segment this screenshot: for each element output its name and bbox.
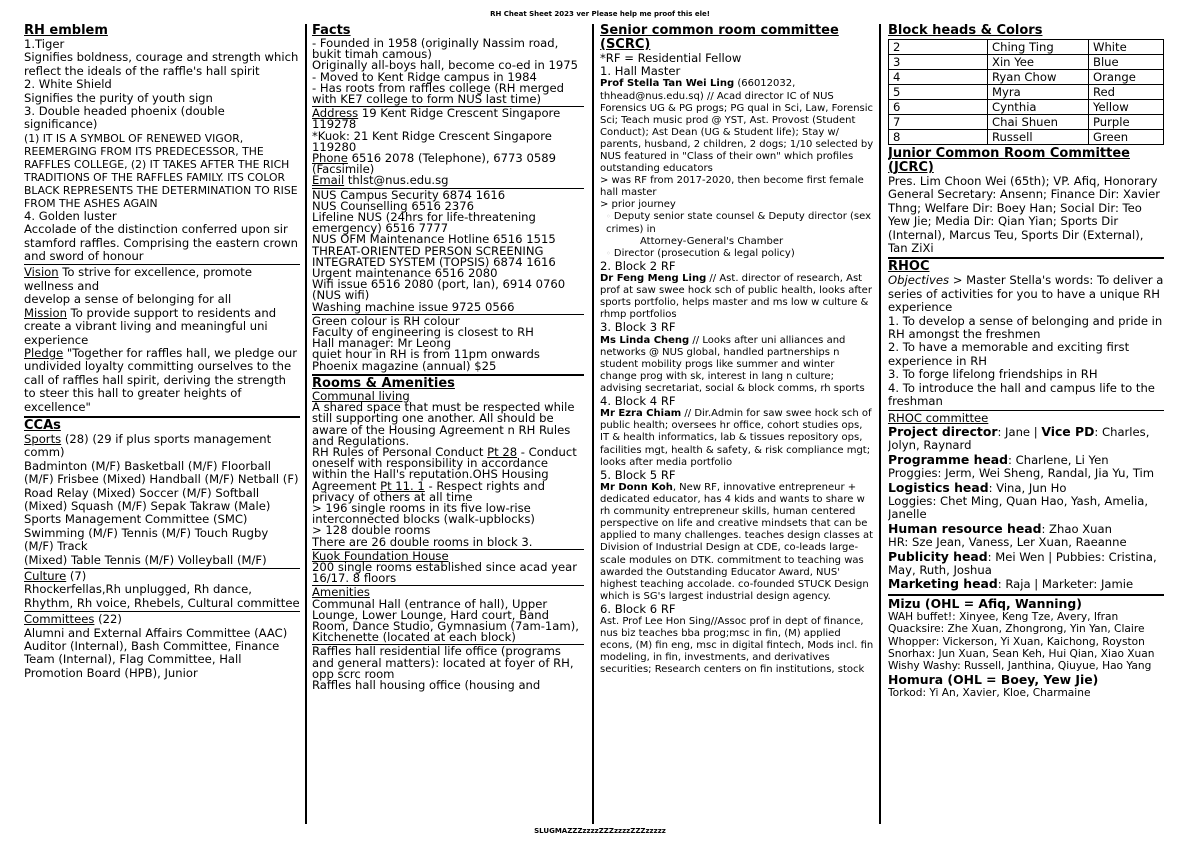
bullet-icon: ◦ bbox=[606, 212, 611, 222]
phone-text bbox=[312, 153, 584, 175]
culture-text bbox=[24, 570, 300, 583]
contact-line: Lifeline NUS (24hrs for life-threatening emergency) 6516 7777 bbox=[312, 210, 536, 236]
objectives-text bbox=[888, 274, 1164, 314]
rhoc-committee-heading: RHOC committee bbox=[888, 410, 989, 425]
block-row bbox=[889, 55, 1164, 70]
pub-label: Publicity head bbox=[888, 548, 988, 564]
ccas-heading: CCAs bbox=[24, 417, 61, 433]
block-number-cell: 5 bbox=[889, 85, 988, 100]
pledge-text bbox=[24, 347, 300, 414]
misc-line: Green colour is RH colour bbox=[312, 313, 460, 328]
sports-list: Badminton (M/F) Basketball (M/F) Floorball (M/F) Frisbee (Mixed) Handball (M/F) Netball (F) Road Relay (Mixed) Soccer (M/F) Softball (Mixed) Squash (M/F) Sepak Takraw (Male) Sports Management Committee (SMC) Swimming (M/F) Tennis (M/F) Touch Rugby (M/F) Track bbox=[24, 458, 299, 554]
mkt-body: : Raja | Marketer: Jamie bbox=[997, 577, 1134, 592]
committees-text bbox=[24, 613, 300, 626]
kuok-heading: Kuok Foundation House bbox=[312, 548, 449, 563]
prog-label: Programme head bbox=[888, 451, 1009, 467]
column-divider bbox=[879, 24, 881, 824]
block-number-cell: 3 bbox=[889, 55, 988, 70]
vpd-label: Vice PD bbox=[1041, 423, 1095, 439]
block-row bbox=[889, 130, 1164, 145]
kuok-info: 200 single rooms established since acad year 16/17. 8 floors bbox=[312, 559, 578, 586]
culture-list: Rhockerfellas,Rh unplugged, Rh dance, Rhythm, Rh voice, Rhebels, Cultural committee bbox=[24, 582, 300, 610]
emblem-line: Accolade of the distinction conferred upon sir stamford raffles. Comprising the eastern crown bbox=[24, 222, 298, 250]
pledge-body: "Together for raffles hall, we pledge our undivided loyalty committing ourselves to the call of raffles hall spirit, deriving the strength to steer this hall to greater heights of excellence" bbox=[24, 345, 297, 414]
block-number-cell: 6 bbox=[889, 100, 988, 115]
mkt-text bbox=[888, 577, 1164, 591]
block6-label: 6. Block 6 RF bbox=[600, 601, 676, 616]
prior-item-text: Director (prosecution & legal policy) bbox=[613, 247, 795, 259]
objectives-body: > Master Stella's words: To deliver a series of activities for you to have a unique RH experience bbox=[888, 273, 1164, 315]
block4-label: 4. Block 4 RF bbox=[600, 394, 676, 409]
mission-body: To provide support to residents and create a vibrant living and meaningful uni experience bbox=[24, 305, 277, 347]
rooms-heading: Rooms & Amenities bbox=[312, 375, 455, 391]
address-label: Address bbox=[312, 106, 359, 121]
donn-name: Mr Donn Koh bbox=[600, 481, 673, 493]
donn-bio bbox=[600, 482, 874, 603]
committees-count: (22) bbox=[94, 612, 122, 627]
footer: SLUGMAZZZzzzzZZZzzzzZZZzzzzz bbox=[534, 827, 666, 835]
block-head-cell: Ryan Chow bbox=[988, 70, 1089, 85]
contact-line: NUS Counselling 6516 2376 bbox=[312, 198, 475, 213]
block-number-cell: 7 bbox=[889, 115, 988, 130]
vpd-body: : Charles, Jolyn, Raynard bbox=[888, 424, 1150, 453]
block-row bbox=[889, 115, 1164, 130]
block-number-cell: 8 bbox=[889, 130, 988, 145]
objective-line: 4. To introduce the hall and campus life to the freshman bbox=[888, 380, 1155, 409]
divider bbox=[888, 257, 1164, 259]
room-line: There are 26 double rooms in block 3. bbox=[312, 534, 533, 549]
divider bbox=[24, 416, 300, 418]
prior-item bbox=[600, 248, 874, 260]
block-heads-heading: Block heads & Colors bbox=[888, 24, 1043, 38]
block-color-cell: White bbox=[1089, 40, 1164, 55]
misc-line: Faculty of engineering is closest to RH bbox=[312, 325, 534, 340]
mizu-group: Quacksire: Zhe Xuan, Zhongrong, Yin Yan, Claire bbox=[888, 623, 1145, 636]
misc-line: Hall manager: Mr Leong bbox=[312, 336, 452, 351]
block-color-cell: Green bbox=[1089, 130, 1164, 145]
hall-master-label: 1. Hall Master bbox=[600, 64, 681, 79]
fact-line: Originally all-boys hall, become co-ed in 1975 bbox=[312, 58, 579, 73]
block-head-cell: Myra bbox=[988, 85, 1089, 100]
block-color-cell: Blue bbox=[1089, 55, 1164, 70]
conduct-part: - Conduct oneself with responsibility in accordance within the Hall's reputation.OHS Housing Agreement bbox=[312, 444, 577, 493]
ezra-text: // Dir.Admin for saw swee hock sch of public health; oversees hr office, cohort studies ops, IT & health informatics, lab & tissues repository ops, facilities mgt, health & safety, & risk compliance mgt; looks after media portfolio bbox=[600, 408, 872, 468]
email-label: Email bbox=[312, 173, 345, 188]
stella-name: Prof Stella Tan Wei Ling bbox=[600, 78, 735, 90]
facts-heading: Facts bbox=[312, 24, 351, 38]
feng-name: Dr Feng Meng Ling bbox=[600, 273, 707, 285]
contact-line: Washing machine issue 9725 0566 bbox=[312, 299, 515, 314]
page-title: RH Cheat Sheet 2023 ver Please help me proof this ele! bbox=[490, 10, 710, 18]
mizu-group: Whopper: Vickerson, Yi Xuan, Kaichong, Royston bbox=[888, 635, 1145, 648]
objective-line: 2. To have a memorable and exciting first experience in RH bbox=[888, 340, 1130, 368]
hr-label: Human resource head bbox=[888, 520, 1042, 536]
hr-list: HR: Sze Jean, Vaness, Ler Xuan, Raeanne bbox=[888, 535, 1127, 550]
block-row bbox=[889, 40, 1164, 55]
jcrc-heading: Junior Common Room Committee (JCRC) bbox=[888, 146, 1130, 175]
linda-text: // Looks after uni alliances and networks @ NUS global, handled partnerships n student mobility progs like summer and winter change prog with sk, interest in lang n culture; advising secretariat, social & block comms, rh sports bbox=[600, 334, 865, 394]
culture-label: Culture bbox=[24, 569, 67, 583]
loggies-text: Loggies: Chet Ming, Quan Hao, Yash, Amelia, Janelle bbox=[888, 493, 1148, 522]
column-facts-rooms bbox=[312, 24, 584, 824]
prog-body: : Charlene, Li Yen bbox=[1008, 452, 1109, 467]
committees-label: Committees bbox=[24, 612, 95, 627]
room-line: > 128 double rooms bbox=[312, 523, 431, 538]
column-divider bbox=[305, 24, 307, 824]
sports-text bbox=[24, 433, 300, 460]
jcrc-text: Pres. Lim Choon Wei (65th); VP. Afiq, Honorary General Secretary: Ansenn; Finance Dir: Xavier Thng; Welfare Dir: Boey Han; Social Dir: Teo Yew Jie; Media Dir: Qian Yian; Sports Dir (Internal), Marcus Teu, Sports Dir (External), Tan ZiXi bbox=[888, 174, 1161, 256]
emblem-line: 1.Tiger bbox=[24, 37, 65, 51]
objectives-label: Objectives bbox=[888, 273, 950, 288]
vision-body: To strive for excellence, promote wellness and bbox=[24, 265, 252, 293]
objective-line: 3. To forge lifelong friendships in RH bbox=[888, 367, 1098, 382]
stella-rf: > was RF from 2017-2020, then become first female hall master bbox=[600, 175, 864, 199]
room-line: > 196 single rooms in its five low-rise interconnected blocks (walk-upblocks) bbox=[312, 500, 535, 527]
housing-text: Raffles hall housing office (housing and bbox=[312, 677, 541, 692]
rhoc-heading: RHOC bbox=[888, 259, 930, 275]
vision-label: Vision bbox=[24, 265, 59, 280]
vision-text-2: develop a sense of belonging for all bbox=[24, 292, 232, 307]
log-body: : Vina, Jun Ho bbox=[988, 480, 1067, 495]
mkt-label: Marketing head bbox=[888, 576, 998, 592]
pledge-label: Pledge bbox=[24, 345, 64, 360]
contact-line: NUS OFM Maintenance Hotline 6516 1515 bbox=[312, 232, 556, 247]
block-color-cell: Orange bbox=[1089, 70, 1164, 85]
column-scrc bbox=[600, 24, 874, 824]
office-text: Raffles hall residential life office (programs and general matters): located at foyer of RH, opp scrc room bbox=[312, 644, 574, 681]
emblem-line: Signifies the purity of youth sign bbox=[24, 90, 213, 105]
culture-count: (7) bbox=[66, 569, 87, 583]
sports-list-2: (Mixed) Table Tennis (M/F) Volleyball (M/F) bbox=[24, 552, 267, 567]
log-text bbox=[888, 481, 1164, 495]
block5-label: 5. Block 5 RF bbox=[600, 467, 676, 482]
stella-bio bbox=[600, 78, 874, 175]
block-row bbox=[889, 85, 1164, 100]
contact-line: THREAT-ORIENTED PERSON SCREENING INTEGRATED SYSTEM (TOPSIS) 6874 1616 bbox=[312, 243, 556, 269]
block-row bbox=[889, 100, 1164, 115]
block-color-cell: Red bbox=[1089, 85, 1164, 100]
mission-text bbox=[24, 307, 300, 347]
pd-text bbox=[888, 425, 1164, 453]
conduct-ref: Pt 28 bbox=[487, 444, 518, 459]
objective-line: 1. To develop a sense of belonging and pride in RH amongst the freshmen bbox=[888, 313, 1163, 342]
column-emblem-ccas bbox=[24, 24, 300, 824]
hr-text bbox=[888, 522, 1164, 536]
address-body: 19 Kent Ridge Crescent Singapore 119278 bbox=[312, 106, 561, 132]
feng-text: // Ast. director of research, Ast prof at saw swee hock sch of public health, looks after sports portfolio, helps master and ms low w culture & rhmp portfolios bbox=[600, 273, 872, 321]
committees-list: Alumni and External Affairs Committee (AAC) Auditor (Internal), Bash Committee, Finance Team (Internal), Flag Committee, Hall Promotion Board (HPB), Junior bbox=[24, 625, 288, 680]
misc-line: Phoenix magazine (annual) $25 bbox=[312, 358, 497, 373]
block-number-cell: 4 bbox=[889, 70, 988, 85]
mizu-group: Snorhax: Jun Xuan, Sean Keh, Hui Qian, Xiao Xuan bbox=[888, 648, 1155, 660]
vision-text bbox=[24, 266, 300, 293]
block-head-cell: Xin Yee bbox=[988, 55, 1089, 70]
phone-body: 6516 2078 (Telephone), 6773 0589 (Facsimile) bbox=[312, 151, 556, 177]
prior-journey: > prior journey bbox=[600, 199, 676, 211]
block2-label: 2. Block 2 RF bbox=[600, 258, 676, 273]
phone-label: Phone bbox=[312, 151, 348, 166]
fact-line: - Moved to Kent Ridge campus in 1984 bbox=[312, 69, 537, 84]
ezra-bio bbox=[600, 408, 874, 468]
pd-label: Project director bbox=[888, 423, 998, 439]
kuok-address: *Kuok: 21 Kent Ridge Crescent Singapore 119280 bbox=[312, 128, 552, 154]
hr-body: : Zhao Xuan bbox=[1041, 521, 1112, 536]
mizu-group: WAH buffet!: Xinyee, Keng Tze, Avery, Ifran bbox=[888, 610, 1119, 623]
address-text bbox=[312, 108, 584, 130]
homura-group: Torkod: Yi An, Xavier, Kloe, Charmaine bbox=[888, 686, 1091, 699]
block-head-cell: Russell bbox=[988, 130, 1089, 145]
emblem-phoenix-text: (1) IT IS A SYMBOL OF RENEWED VIGOR, REEMERGING FROM ITS PREDECESSOR, THE RAFFLES COLLEGE, (2) IT TAKES AFTER THE RICH TRADITIONS OF THE RAFFLES FAMILY. ITS COLOR BLACK REPRESENTS THE DETERMINATION TO RISE FROM THE ASHES AGAIN bbox=[24, 131, 298, 210]
sports-count: (28) (29 if plus sports management comm) bbox=[24, 431, 272, 460]
pub-body: : Mei Wen | Pubbies: Cristina, May, Ruth, Joshua bbox=[888, 549, 1157, 577]
emblem-line: 3. Double headed phoenix (double significance) bbox=[24, 104, 225, 132]
emblem-line: 2. White Shield bbox=[24, 77, 112, 92]
emblem-line: Signifies boldness, courage and strength which reflect the ideals of the raffle's hall spirit bbox=[24, 50, 299, 78]
prog-text bbox=[888, 453, 1164, 467]
linda-name: Ms Linda Cheng bbox=[600, 334, 690, 346]
log-label: Logistics head bbox=[888, 479, 989, 495]
fact-line: - Has roots from raffles college (RH merged with KE7 college to form NUS last time) bbox=[312, 80, 565, 107]
emblem-heading: RH emblem bbox=[24, 24, 108, 38]
proggies-text: Proggies: Jerm, Wei Sheng, Randal, Jia Yu, Tim bbox=[888, 466, 1155, 481]
bullet-icon: ◦ bbox=[606, 248, 611, 258]
block-head-cell: Cynthia bbox=[988, 100, 1089, 115]
conduct-part: RH Rules of Personal Conduct bbox=[312, 444, 488, 459]
mizu-group: Wishy Washy: Russell, Janthina, Qiuyue, Hao Yang bbox=[888, 660, 1152, 673]
mizu-heading: Mizu (OHL = Afiq, Wanning) bbox=[888, 595, 1082, 611]
pub-text bbox=[888, 550, 1164, 578]
amenities-text: Communal Hall (entrance of hall), Upper Lounge, Lower Lounge, Hard court, Band Room, Dance Studio, Gymnasium (7am-1am), Kitchenette (located at each block) bbox=[312, 596, 579, 645]
emblem-line: and sword of honour bbox=[24, 249, 144, 264]
conduct-part: - Respect rights and privacy of others at all time bbox=[312, 478, 545, 504]
donn-text: , New RF, innovative entrepreneur + dedicated educator, has 4 kids and wants to share w rh community entrepreneur skills, human centered perspective on life and creative mindsets that can be applied to many challenges. teaches design classes at Division of Industrial Design at CDE, co-leads large-scale modules on DTK. commitment to teaching was awarded the Outstanding Educator Award, NUS' highest teaching accolade. co-founded STUCK Design which is SG's largest industrial design agency. bbox=[600, 481, 874, 602]
block-head-cell: Ching Ting bbox=[988, 40, 1089, 55]
communal-text: A shared space that must be respected while still supporting one another. All should be aware of the Housing Agreement n RH Rules and Regulations. bbox=[312, 400, 575, 448]
block-head-cell: Chai Shuen bbox=[988, 115, 1089, 130]
stella-text: (66012032, thhead@nus.edu.sq) // Acad director IC of NUS Forensics UG & PG progs; PG qual in Sci, Law, Forensic Sci; Teach music prod @ YST, Ast. Provost (Student Conduct); Ast Dean (UG & Student life); Stay w/ parents, husband, 2 children, 2 dogs; 1/10 selected by NUS featured in "Class of their own" which profiles outstanding educators bbox=[600, 78, 874, 175]
conduct-text bbox=[312, 444, 584, 504]
block-number-cell: 2 bbox=[889, 40, 988, 55]
block-color-cell: Yellow bbox=[1089, 100, 1164, 115]
block3-label: 3. Block 3 RF bbox=[600, 320, 676, 335]
rf-note: *RF = Residential Fellow bbox=[600, 51, 742, 65]
contact-line: Wifi issue 6516 2080 (port, lan), 6914 0760 (NUS wifi) bbox=[312, 277, 566, 303]
feng-bio bbox=[600, 273, 874, 321]
fact-line: - Founded in 1958 (originally Nassim road, bukit timah camous) bbox=[312, 36, 559, 62]
prior-item-cont: Attorney-General's Chamber bbox=[640, 235, 784, 247]
contact-line: NUS Campus Security 6874 1616 bbox=[312, 187, 506, 202]
prior-item bbox=[600, 211, 874, 235]
misc-line: quiet hour in RH is from 11pm onwards bbox=[312, 347, 540, 362]
communal-heading: Communal living bbox=[312, 388, 410, 403]
block-heads-table bbox=[888, 39, 1164, 145]
block-row bbox=[889, 70, 1164, 85]
email-text bbox=[312, 175, 584, 186]
prior-item-text: Deputy senior state counsel & Deputy director (sex crimes) in bbox=[606, 211, 872, 235]
scrc-heading: Senior common room committee (SCRC) bbox=[600, 24, 839, 52]
ezra-name: Mr Ezra Chiam bbox=[600, 408, 682, 420]
linda-bio bbox=[600, 335, 874, 395]
emblem-line: 4. Golden luster bbox=[24, 208, 117, 223]
block-color-cell: Purple bbox=[1089, 115, 1164, 130]
housing-ref: Pt 11. 1 bbox=[380, 478, 425, 493]
mission-label: Mission bbox=[24, 305, 67, 320]
homura-heading: Homura (OHL = Boey, Yew Jie) bbox=[888, 671, 1099, 687]
pd-body: : Jane | bbox=[997, 424, 1042, 439]
lee-bio: Ast. Prof Lee Hon Sing//Assoc prof in dept of finance, nus biz teaches bba prog;msc in fin, (M) applied econs, (M) fin eng, msc in digital fintech, Mods incl. fin modeling, in fin, investments, and derivatives securities; Research centers on fin institutions, stock bbox=[600, 616, 874, 676]
column-blocks-jcrc-rhoc bbox=[888, 24, 1164, 824]
email-body: thlst@nus.edu.sg bbox=[344, 173, 449, 188]
sports-label: Sports bbox=[24, 431, 62, 446]
contact-line: Urgent maintenance 6516 2080 bbox=[312, 266, 498, 281]
amenities-heading: Amenities bbox=[312, 585, 370, 600]
column-divider bbox=[592, 24, 594, 824]
